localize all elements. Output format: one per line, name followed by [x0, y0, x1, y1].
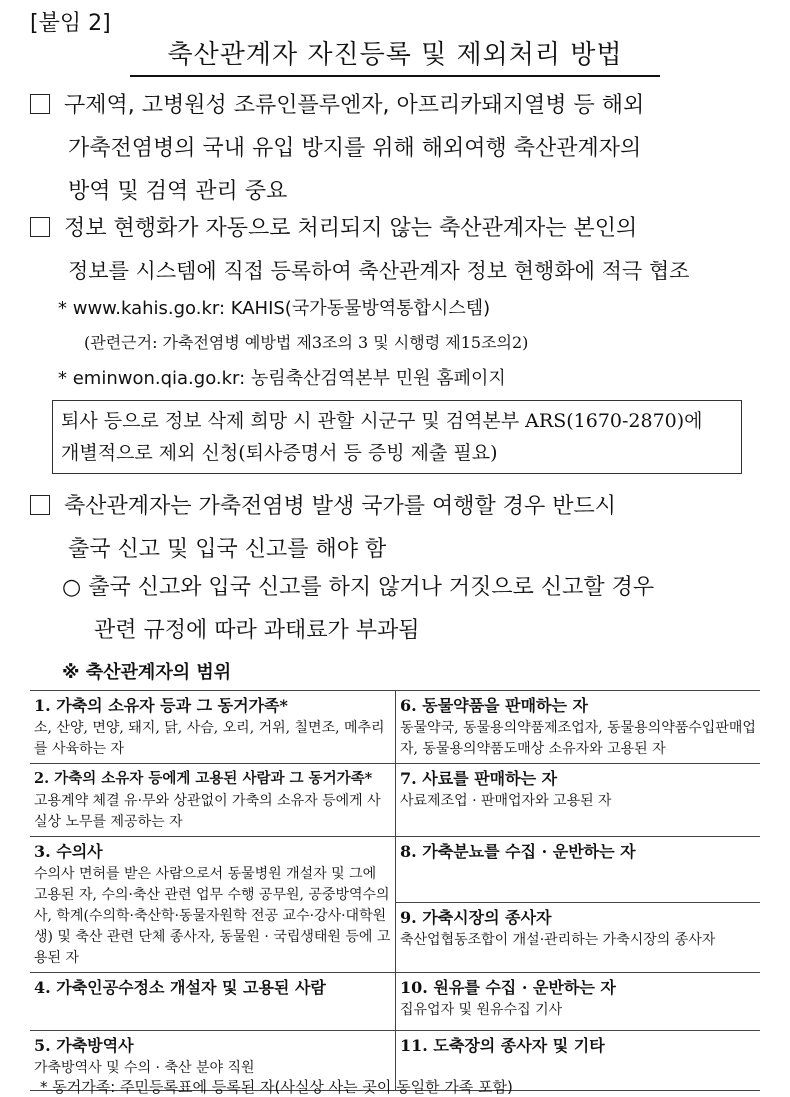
scope-cell-2 [30, 764, 396, 837]
scope-cell-10 [396, 973, 761, 1031]
scope-cell-body: 가축방역사 및 수의 · 축산 분야 직원 [34, 1060, 255, 1076]
scope-table [30, 690, 760, 1091]
scope-cell-title: 9. 가축시장의 종사자 [400, 907, 552, 927]
note-legal-basis: (관련근거: 가축전염병 예방법 제3조의 3 및 시행령 제15조의2) [84, 333, 529, 352]
scope-cell-body: 축산업협동조합이 개설·관리하는 가축시장의 종사자 [400, 931, 716, 948]
scope-cell-body: 소, 산양, 면양, 돼지, 닭, 사슴, 오리, 거위, 칠면조, 메추리를 사육하는 자 [34, 720, 385, 757]
scope-cell-6 [396, 691, 761, 764]
footnote: * 동거가족: 주민등록표에 등록된 자(사실상 사는 곳이 동일한 가족 포함) [40, 1078, 513, 1096]
note-eminwon: * eminwon.qia.go.kr: 농림축산검역본부 민원 홈페이지 [58, 368, 506, 389]
scope-cell-body: 동물약국, 동물용의약품제조업자, 동물용의약품수입판매업자, 동물용의약품도매상 소유자와 고용된 자 [400, 720, 756, 757]
withdrawal-notice-line-2: 개별적으로 제외 신청(퇴사증명서 등 증빙 제출 필요) [61, 442, 498, 464]
checkbox-square-icon [30, 217, 50, 237]
scope-cell-7 [396, 764, 761, 837]
paragraph-1-line-1: 구제역, 고병원성 조류인플루엔자, 아프리카돼지열병 등 해외 [64, 93, 645, 118]
scope-section-title: ※ 축산관계자의 범위 [62, 662, 232, 683]
scope-cell-title: 8. 가축분뇨를 수집 · 운반하는 자 [400, 842, 636, 861]
scope-cell-body: 사료제조업 · 판매업자와 고용된 자 [400, 793, 612, 809]
scope-cell-4 [30, 973, 396, 1031]
scope-cell-body: 고용계약 체결 유·무와 상관없이 가축의 소유자 등에게 사실상 노무를 제공하는 자 [34, 793, 381, 830]
checkbox-square-icon [30, 495, 50, 515]
paragraph-1-line-3: 방역 및 검역 관리 중요 [68, 179, 288, 204]
scope-cell-title: 7. 사료를 판매하는 자 [400, 769, 558, 788]
scope-cell-body: 집유업자 및 원유수집 기사 [400, 1002, 563, 1018]
page-title: 축산관계자 자진등록 및 제외처리 방법 [130, 34, 660, 77]
scope-cell-9 [396, 902, 761, 972]
scope-cell-body: 수의사 면허를 받은 사람으로서 동물병원 개설자 및 그에 고용된 자, 수의·축산 관련 업무 수행 공무원, 공중방역수의사, 학계(수의학·축산학·동물자원학 전공 교수·강사·대학원생) 및 축산 관련 단체 종사자, 동물원 · 국립생태원 등에 고용된 자 [34, 866, 391, 966]
attachment-label: [붙임 2] [30, 11, 111, 36]
scope-cell-8 [396, 837, 761, 903]
scope-cell-title: 4. 가축인공수정소 개설자 및 고용된 사람 [34, 978, 326, 997]
scope-cell-title: 10. 원유를 수집 · 운반하는 자 [400, 978, 616, 997]
withdrawal-notice-line-1: 퇴사 등으로 정보 삭제 희망 시 관할 시군구 및 검역본부 ARS(1670-2870)에 [61, 410, 703, 432]
scope-cell-title: 2. 가축의 소유자 등에게 고용된 사람과 그 동거가족* [34, 770, 373, 787]
paragraph-3-line-2: 출국 신고 및 입국 신고를 해야 함 [68, 537, 387, 562]
paragraph-3-line-1: 축산관계자는 가축전염병 발생 국가를 여행할 경우 반드시 [64, 494, 617, 519]
scope-cell-1 [30, 691, 396, 764]
paragraph-3 [30, 485, 760, 571]
paragraph-1 [30, 84, 760, 213]
paragraph-2-line-1: 정보 현행화가 자동으로 처리되지 않는 축산관계자는 본인의 [64, 216, 638, 241]
scope-cell-title: 6. 동물약품을 판매하는 자 [400, 696, 588, 715]
sub-item-line-2: 관련 규정에 따라 과태료가 부과됨 [94, 618, 420, 643]
scope-cell-title: 1. 가축의 소유자 등과 그 동거가족* [34, 696, 288, 715]
paragraph-2 [30, 207, 760, 293]
scope-cell-title: 11. 도축장의 종사자 및 기타 [400, 1036, 605, 1055]
paragraph-1-line-2: 가축전염병의 국내 유입 방지를 위해 해외여행 축산관계자의 [68, 136, 642, 161]
scope-cell-title: 5. 가축방역사 [34, 1036, 134, 1055]
paragraph-2-line-2: 정보를 시스템에 직접 등록하여 축산관계자 정보 현행화에 적극 협조 [68, 259, 690, 283]
checkbox-square-icon [30, 94, 50, 114]
scope-cell-title: 3. 수의사 [34, 842, 103, 861]
scope-cell-3 [30, 837, 396, 973]
note-kahis: * www.kahis.go.kr: KAHIS(국가동물방역통합시스템) [58, 298, 491, 319]
sub-item-line-1: ○ 출국 신고와 입국 신고를 하지 않거나 거짓으로 신고할 경우 [62, 575, 655, 600]
withdrawal-notice-box [52, 400, 742, 474]
